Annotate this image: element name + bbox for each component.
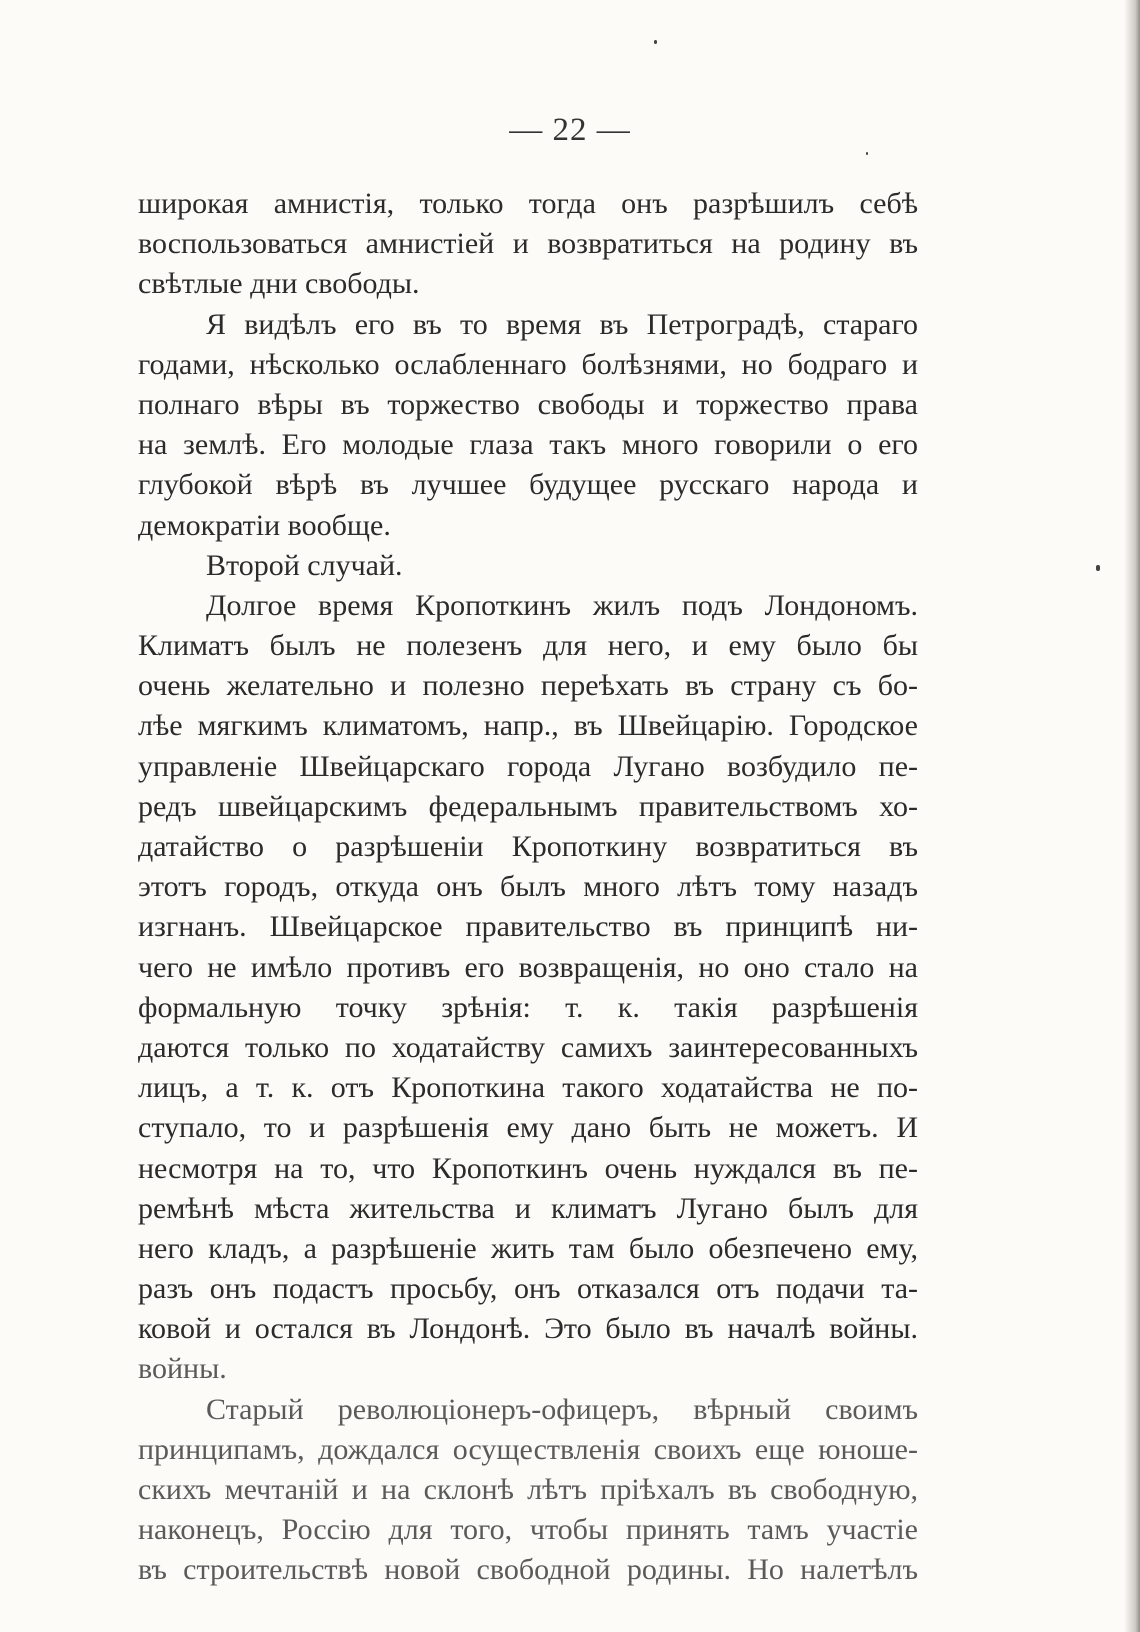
text-line: датайство о разрѣшеніи Кропоткину возвратиться въ bbox=[138, 830, 918, 863]
text-line: несмотря на то, что Кропоткинъ очень нуждался въ пе- bbox=[138, 1151, 918, 1185]
text-line: Старый революціонеръ-офицеръ, вѣрный своимъ bbox=[206, 1392, 918, 1426]
text-line: него кладъ, а разрѣшеніе жить там было обезпечено ему, bbox=[138, 1231, 918, 1265]
text-line: принципамъ, дождался осуществленія своихъ еще юноше- bbox=[138, 1432, 918, 1466]
text-line: управленіе Швейцарскаго города Лугано возбудило пе- bbox=[138, 749, 918, 783]
text-line: очень желательно и полезно переѣхать въ страну съ бо- bbox=[138, 669, 918, 703]
text-line: даются только по ходатайству самихъ заинтересованныхъ bbox=[138, 1030, 918, 1064]
text-line: воспользоваться амнистіей и возвратиться на родину въ bbox=[138, 227, 918, 261]
text-line: Климатъ былъ не полезенъ для него, и ему было бы bbox=[138, 629, 918, 663]
text-line: въ строительствѣ новой свободной родины. Но налетѣлъ bbox=[138, 1553, 918, 1587]
text-line: демократіи вообще. bbox=[138, 508, 391, 542]
print-speck bbox=[654, 40, 657, 44]
text-line: годами, нѣсколько ослабленнаго болѣзнями, но бодраго и bbox=[138, 347, 918, 381]
page-number: — 22 — bbox=[509, 112, 631, 148]
text-line: лѣе мягкимъ климатомъ, напр., въ Швейцарію. Городское bbox=[138, 709, 918, 743]
body-text bbox=[138, 184, 918, 1591]
text-line: разъ онъ подастъ просьбу, онъ отказался отъ подачи та- bbox=[138, 1272, 918, 1306]
text-line: редъ швейцарскимъ федеральнымъ правительствомъ хо- bbox=[138, 789, 918, 823]
text-line: широкая амнистія, только тогда онъ разрѣшилъ себѣ bbox=[138, 187, 918, 220]
text-line: Я видѣлъ его въ то время въ Петроградѣ, стараго bbox=[206, 307, 918, 341]
text-line: Второй случай. bbox=[206, 548, 403, 582]
text-line: наконецъ, Россію для того, чтобы принять тамъ участіе bbox=[138, 1513, 918, 1547]
print-speck bbox=[1096, 565, 1100, 571]
text-line: войны. bbox=[138, 1352, 227, 1386]
text-line: этотъ городъ, откуда онъ былъ много лѣтъ тому назадъ bbox=[138, 870, 918, 904]
text-line: глубокой вѣрѣ въ лучшее будущее русскаго народа и bbox=[138, 468, 918, 502]
text-line: лицъ, а т. к. отъ Кропоткина такого ходатайства не по- bbox=[138, 1071, 918, 1105]
text-line: формальную точку зрѣнія: т. к. такія разрѣшенія bbox=[138, 990, 918, 1024]
text-line: изгнанъ. Швейцарское правительство въ принципѣ ни- bbox=[138, 910, 918, 944]
text-line: скихъ мечтаній и на склонѣ лѣтъ пріѣхалъ въ свободную, bbox=[138, 1473, 918, 1506]
text-line: ремѣнѣ мѣста жительства и климатъ Лугано былъ для bbox=[138, 1191, 918, 1225]
text-line: на землѣ. Его молодые глаза такъ много говорили о его bbox=[138, 428, 918, 462]
print-speck bbox=[866, 152, 868, 155]
page-edge-shadow bbox=[1124, 0, 1140, 1632]
text-line: ступало, то и разрѣшенія ему дано быть не можетъ. И bbox=[138, 1111, 918, 1145]
text-line: полнаго вѣры въ торжество свободы и торжество права bbox=[138, 387, 918, 421]
text-line: чего не имѣло противъ его возвращенія, но оно стало на bbox=[138, 950, 918, 984]
text-line: ковой и остался въ Лондонѣ. Это было въ началѣ войны. bbox=[138, 1312, 918, 1346]
text-line: Долгое время Кропоткинъ жилъ подъ Лондономъ. bbox=[206, 588, 918, 622]
text-line: свѣтлые дни свободы. bbox=[138, 267, 420, 301]
